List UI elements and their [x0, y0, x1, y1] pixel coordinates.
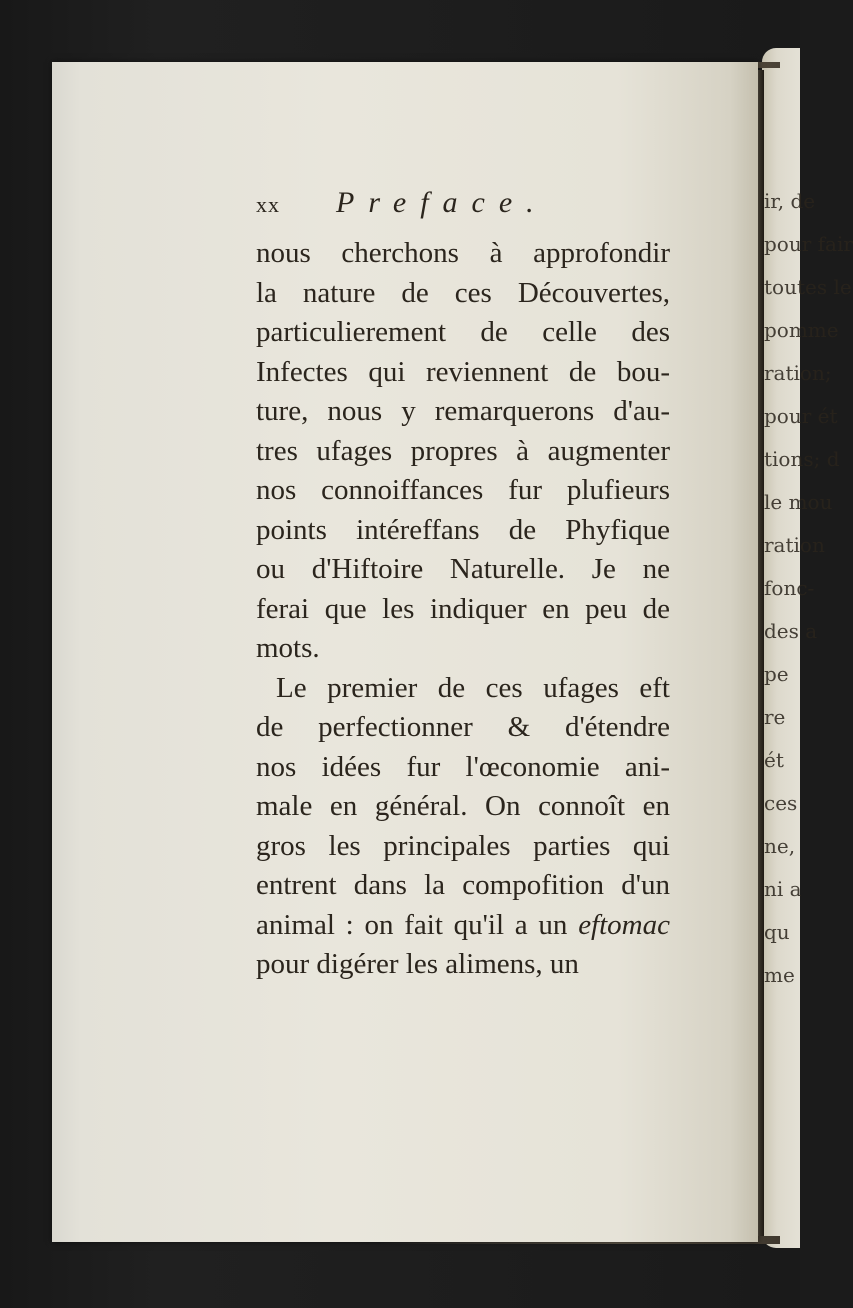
text-line: ferai que les indiquer en peu de	[256, 592, 670, 625]
italic-word: eftomac	[578, 908, 670, 941]
facing-fragment: ration;	[764, 361, 832, 385]
facing-fragment: pe	[764, 662, 789, 686]
text-line: entrent dans la compofition d'un	[256, 869, 670, 901]
text-line: gros les principales parties qui	[256, 829, 670, 862]
facing-fragment: ces	[764, 791, 798, 815]
page-content	[256, 186, 676, 985]
facing-fragment: toutes le	[764, 275, 852, 299]
facing-fragment: qu	[764, 920, 790, 944]
text-line: male en général. On connoît en	[256, 790, 670, 822]
body-text	[256, 234, 676, 906]
facing-fragment: re	[764, 705, 786, 729]
page-number: xx	[256, 192, 280, 217]
text-line: nos idées fur l'œconomie ani-	[256, 750, 670, 783]
facing-page-text	[764, 180, 853, 997]
facing-fragment: pomme	[764, 318, 839, 342]
text-line: points intéreffans de Phyfique	[256, 513, 670, 546]
facing-fragment: pour fair	[764, 232, 853, 256]
facing-fragment: tions; d	[764, 447, 840, 471]
text-line: nos connoiffances fur plufieurs	[256, 474, 670, 506]
facing-fragment: des a	[764, 619, 818, 643]
text-line: particulierement de celle des	[256, 316, 670, 348]
text-line: ou d'Hiftoire Naturelle. Je ne	[256, 553, 670, 585]
facing-fragment: me	[764, 963, 795, 987]
text-line: ture, nous y remarquerons d'au-	[256, 395, 670, 427]
text-line: Infectes qui reviennent de bou-	[256, 355, 670, 388]
facing-fragment: ne,	[764, 834, 796, 858]
text-line-italic	[256, 906, 670, 946]
facing-fragment: fonc-	[764, 576, 815, 600]
text-line-final: pour digérer les alimens, un	[256, 948, 579, 980]
facing-fragment: ir, de	[764, 189, 816, 213]
facing-fragment: ét	[764, 748, 784, 772]
text-line: mots.	[256, 632, 320, 664]
text-line: la nature de ces Découvertes,	[256, 276, 670, 309]
facing-fragment: le mou	[764, 490, 833, 514]
text-line: nous cherchons à approfondir	[256, 237, 670, 269]
facing-fragment: ni a	[764, 877, 802, 901]
page-header	[256, 186, 676, 222]
text-line: Le premier de ces ufages eft	[276, 671, 670, 704]
facing-fragment: ration	[764, 533, 825, 557]
running-head: Preface.	[336, 186, 548, 219]
text-line: tres ufages propres à augmenter	[256, 434, 670, 467]
facing-fragment: pour ét	[764, 404, 838, 428]
text-fragment: animal : on fait qu'il a un	[256, 908, 579, 941]
text-line: de perfectionner & d'étendre	[256, 711, 670, 743]
